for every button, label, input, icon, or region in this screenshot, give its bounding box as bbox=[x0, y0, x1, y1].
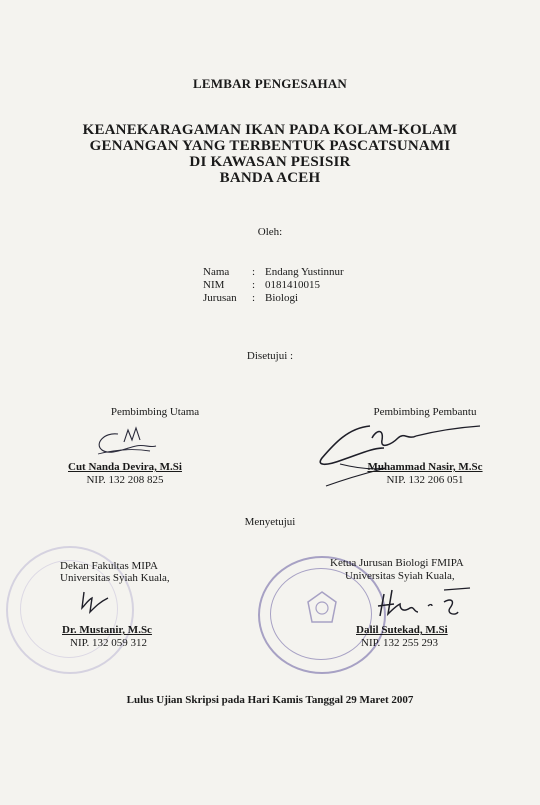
supervisor-main-role: Pembimbing Utama bbox=[110, 406, 200, 418]
colon: : bbox=[252, 266, 256, 278]
nim-label: NIM bbox=[203, 279, 225, 291]
thesis-title bbox=[0, 122, 540, 186]
student-info bbox=[0, 266, 540, 306]
supervisor-assist-role: Pembimbing Pembantu bbox=[373, 406, 477, 418]
dean-nip: NIP. 132 059 312 bbox=[70, 637, 148, 649]
supervisor-main-nip: NIP. 132 208 825 bbox=[86, 474, 164, 486]
supervisor-assist-name: Muhammad Nasir, M.Sc bbox=[367, 461, 483, 473]
supervisor-assist-nip: NIP. 132 206 051 bbox=[386, 474, 464, 486]
title-line: KEANEKARAGAMAN IKAN PADA KOLAM-KOLAM bbox=[82, 122, 458, 138]
emblem-icon bbox=[300, 588, 344, 632]
graduation-note: Lulus Ujian Skripsi pada Hari Kamis Tanggal 29 Maret 2007 bbox=[126, 694, 414, 706]
title-line: BANDA ACEH bbox=[219, 170, 321, 186]
signature-dean bbox=[70, 584, 120, 620]
student-name: Endang Yustinnur bbox=[265, 266, 344, 278]
page-heading: LEMBAR PENGESAHAN bbox=[193, 76, 347, 91]
dean-name: Dr. Mustanir, M.Sc bbox=[62, 624, 152, 636]
signature-head-dept bbox=[370, 582, 480, 626]
by-label: Oleh: bbox=[257, 226, 283, 238]
head-dept-name: Dalil Sutekad, M.Si bbox=[356, 624, 448, 636]
colon: : bbox=[252, 292, 256, 304]
name-label: Nama bbox=[203, 266, 230, 278]
head-dept-role-line1: Ketua Jurusan Biologi FMIPA bbox=[330, 557, 464, 569]
title-line: DI KAWASAN PESISIR bbox=[189, 154, 351, 170]
dean-role-line1: Dekan Fakultas MIPA bbox=[60, 560, 158, 572]
colon: : bbox=[252, 279, 256, 291]
head-dept-nip: NIP. 132 255 293 bbox=[361, 637, 439, 649]
signature-main-supervisor bbox=[88, 418, 168, 458]
supervisor-main-name: Cut Nanda Devira, M.Si bbox=[68, 461, 182, 473]
dean-role-line2: Universitas Syiah Kuala, bbox=[60, 572, 170, 584]
head-dept-role-line2: Universitas Syiah Kuala, bbox=[345, 570, 455, 582]
title-line: GENANGAN YANG TERBENTUK PASCATSUNAMI bbox=[89, 138, 451, 154]
student-dept: Biologi bbox=[265, 292, 299, 304]
agreed-label: Menyetujui bbox=[244, 516, 296, 528]
approved-label: Disetujui : bbox=[246, 350, 294, 362]
dept-label: Jurusan bbox=[203, 292, 237, 304]
student-nim: 0181410015 bbox=[265, 279, 320, 291]
